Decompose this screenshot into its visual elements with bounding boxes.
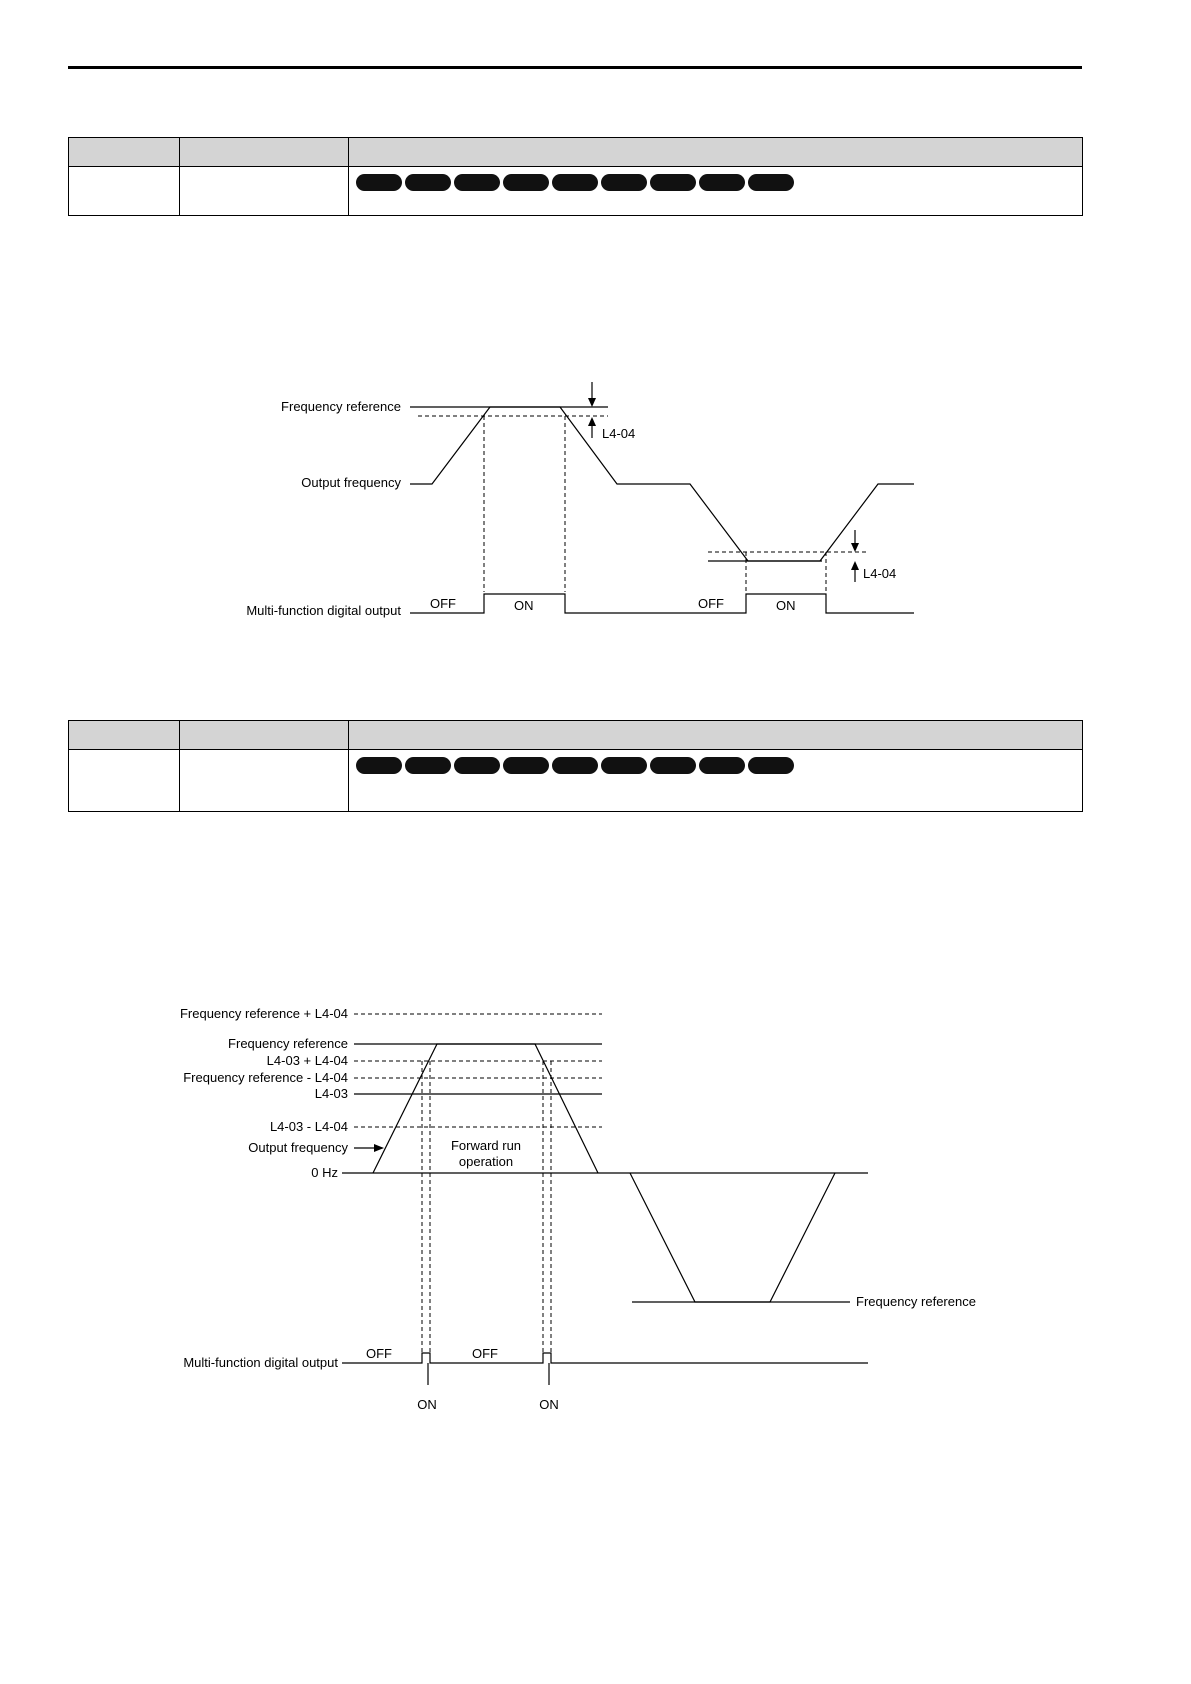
frequency-reference-label: Frequency reference — [281, 399, 401, 414]
table-header — [69, 721, 1083, 750]
drive-model-badge — [405, 757, 451, 774]
drive-model-badge — [356, 174, 402, 191]
header-cell — [69, 138, 180, 167]
drive-model-badge — [601, 174, 647, 191]
header-cell — [69, 721, 180, 750]
table-cell — [349, 167, 1083, 216]
arrow-head — [588, 417, 596, 426]
parameter-table-2 — [68, 720, 1083, 812]
reverse-frequency-reference-label: Frequency reference — [856, 1294, 976, 1309]
frequency-detection-timing-diagram — [0, 995, 1191, 1425]
l404-label: L4-04 — [602, 426, 636, 441]
arrow-head — [374, 1144, 384, 1152]
freq-ref-plus-l404-label: Frequency reference + L4-04 — [179, 1006, 348, 1021]
table-cell — [180, 167, 349, 216]
header-cell — [180, 721, 349, 750]
digital-output-label: Multi-function digital output — [183, 1355, 338, 1370]
drive-model-badge — [454, 757, 500, 774]
table-row — [69, 167, 1083, 216]
off-label: OFF — [472, 1346, 498, 1361]
output-frequency-label: Output frequency — [301, 475, 401, 490]
table-cell — [69, 750, 180, 812]
top-rule — [68, 66, 1082, 69]
l403-plus-l404-label: L4-03 + L4-04 — [266, 1053, 348, 1068]
l404-label: L4-04 — [863, 566, 897, 581]
drive-model-badge — [503, 174, 549, 191]
drive-model-badge — [601, 757, 647, 774]
frequency-reference-label: Frequency reference — [228, 1036, 348, 1051]
arrow-head — [588, 398, 596, 407]
l403-label: L4-03 — [314, 1086, 348, 1101]
parameter-table-1 — [68, 137, 1083, 216]
drive-model-badges — [349, 750, 1082, 774]
off-label: OFF — [430, 596, 456, 611]
table-cell — [349, 750, 1083, 812]
forward-run-label: Forward run — [450, 1138, 522, 1153]
drive-model-badge — [356, 757, 402, 774]
header-cell — [349, 721, 1083, 750]
on-label: ON — [514, 598, 534, 613]
digital-output-label: Multi-function digital output — [246, 603, 401, 618]
drive-model-badge — [748, 174, 794, 191]
forward-run-label: operation — [458, 1154, 514, 1169]
freq-ref-minus-l404-label: Frequency reference - L4-04 — [183, 1070, 348, 1085]
frequency-agree-timing-diagram — [0, 370, 1191, 640]
output-frequency-curve — [410, 407, 914, 561]
header-cell — [180, 138, 349, 167]
drive-model-badge — [503, 757, 549, 774]
table-cell — [180, 750, 349, 812]
header-cell — [349, 138, 1083, 167]
drive-model-badge — [650, 757, 696, 774]
drive-model-badge — [405, 174, 451, 191]
l403-minus-l404-label: L4-03 - L4-04 — [269, 1119, 348, 1134]
drive-model-badges — [349, 167, 1082, 191]
table-header — [69, 138, 1083, 167]
digital-output-signal — [342, 1353, 868, 1363]
drive-model-badge — [699, 174, 745, 191]
on-label: ON — [417, 1397, 437, 1412]
zero-hz-label: 0 Hz — [311, 1165, 338, 1180]
reverse-curve — [630, 1173, 835, 1302]
off-label: OFF — [366, 1346, 392, 1361]
drive-model-badge — [650, 174, 696, 191]
off-label: OFF — [698, 596, 724, 611]
drive-model-badge — [552, 174, 598, 191]
on-label: ON — [776, 598, 796, 613]
digital-output-signal — [410, 594, 914, 613]
drive-model-badge — [454, 174, 500, 191]
drive-model-badge — [748, 757, 794, 774]
arrow-head — [851, 543, 859, 552]
table-cell — [69, 167, 180, 216]
arrow-head — [851, 561, 859, 570]
drive-model-badge — [552, 757, 598, 774]
table-row — [69, 750, 1083, 812]
drive-model-badge — [699, 757, 745, 774]
on-label: ON — [539, 1397, 559, 1412]
output-frequency-label: Output frequency — [248, 1140, 348, 1155]
